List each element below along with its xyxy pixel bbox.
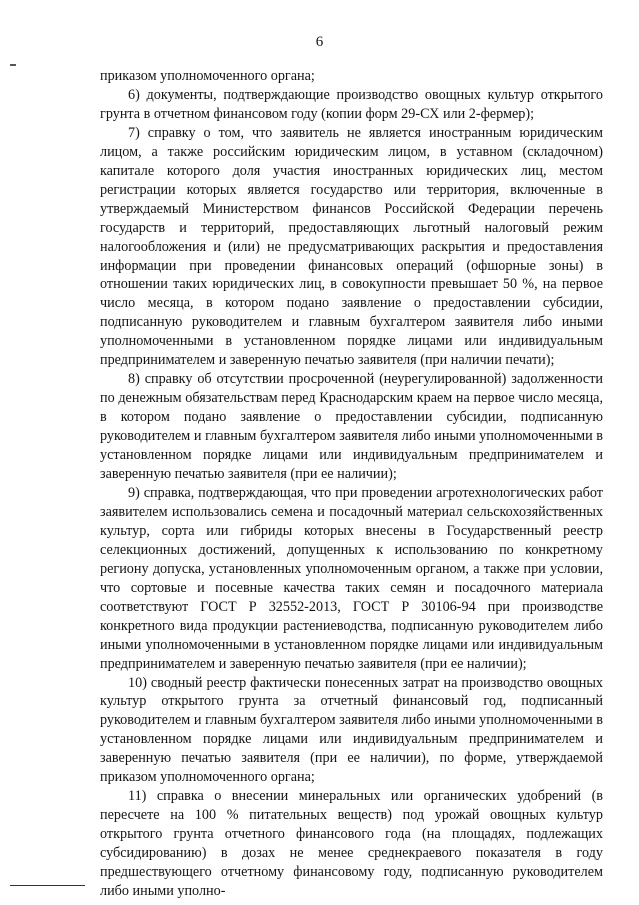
paragraph-continuation: приказом уполномоченного органа; — [100, 68, 315, 84]
paragraph-item-9: 9) справка, подтверждающая, что при проведении агротехнологических работ заявителем использовались семена и посадочный материал сельскохозяйственных культур, сорта или гибриды которых внесены в Государственный реестр селекционных достижений, допущенных к использованию по конкретному региону допуска, установленных уполномоченным органом, а также при условии, что сортовые и посевные качества таких семян и посадочного материала соответствуют ГОСТ Р 32552-2013, ГОСТ Р 30106-94 при производстве конкретного вида продукции растениеводства, подписанную руководителем либо иными уполномоченными в установленном порядке лицами или индивидуальным предпринимателем и заверенную печатью заявителя (при ее наличии); — [100, 484, 603, 672]
footnote-rule — [10, 885, 85, 886]
paragraph-item-10: 10) сводный реестр фактически понесенных затрат на производство овощных культур открытого грунта за отчетный финансовый год, подписанный руководителем и главным бухгалтером заявителя либо иными уполномоченными в установленном порядке лицами или индивидуальным предпринимателем и заверенную печатью заявителя (при ее наличии), по форме, утверждаемой приказом уполномоченного органа; — [100, 674, 603, 786]
document-body — [100, 67, 603, 901]
paragraph-item-8: 8) справку об отсутствии просроченной (неурегулированной) задолженности по денежным обязательствам перед Краснодарским краем на первое число месяца, в котором подано заявление о предоставлении субсидии, подписанную руководителем и главным бухгалтером заявителя либо иными уполномоченными в установленном порядке лицами или индивидуальным предпринимателем и заверенную печатью заявителя (при ее наличии); — [100, 371, 603, 483]
paragraph-item-11: 11) справка о внесении минеральных или органических удобрений (в пересчете на 100 % питательных веществ) под урожай овощных культур открытого грунта отчетного финансового года (на площадях, подлежащих субсидированию) в дозах не менее среднекраевого показателя в году предшествующего отчетному финансовому году, подписанную руководителем либо иными уполно- — [100, 788, 603, 899]
paragraph-item-6: 6) документы, подтверждающие производство овощных культур открытого грунта в отчетном финансовом году (копии форм 29-СХ или 2-фермер); — [100, 86, 603, 122]
page-number: 6 — [315, 34, 324, 50]
paragraph-item-7: 7) справку о том, что заявитель не является иностранным юридическим лицом, а также российским юридическим лицом, в уставном (складочном) капитале которого доля участия иностранных юридических лиц, местом регистрации которых является государство или территория, включенные в утверждаемый Министерством финансов Российской Федерации перечень государств и территорий, предоставляющих льготный налоговый режим налогообложения и (или) не предусматривающих раскрытия и предоставления информации при проведении финансовых операций (офшорные зоны) в отношении таких юридических лиц, в совокупности превышает 50 %, на первое число месяца, в котором подано заявление о предоставлении субсидии, подписанную руководителем и главным бухгалтером заявителя либо иными уполномоченными в установленном порядке лицами или индивидуальным предпринимателем и заверенную печатью заявителя (при наличии печати); — [100, 124, 603, 369]
scan-mark — [10, 64, 16, 66]
